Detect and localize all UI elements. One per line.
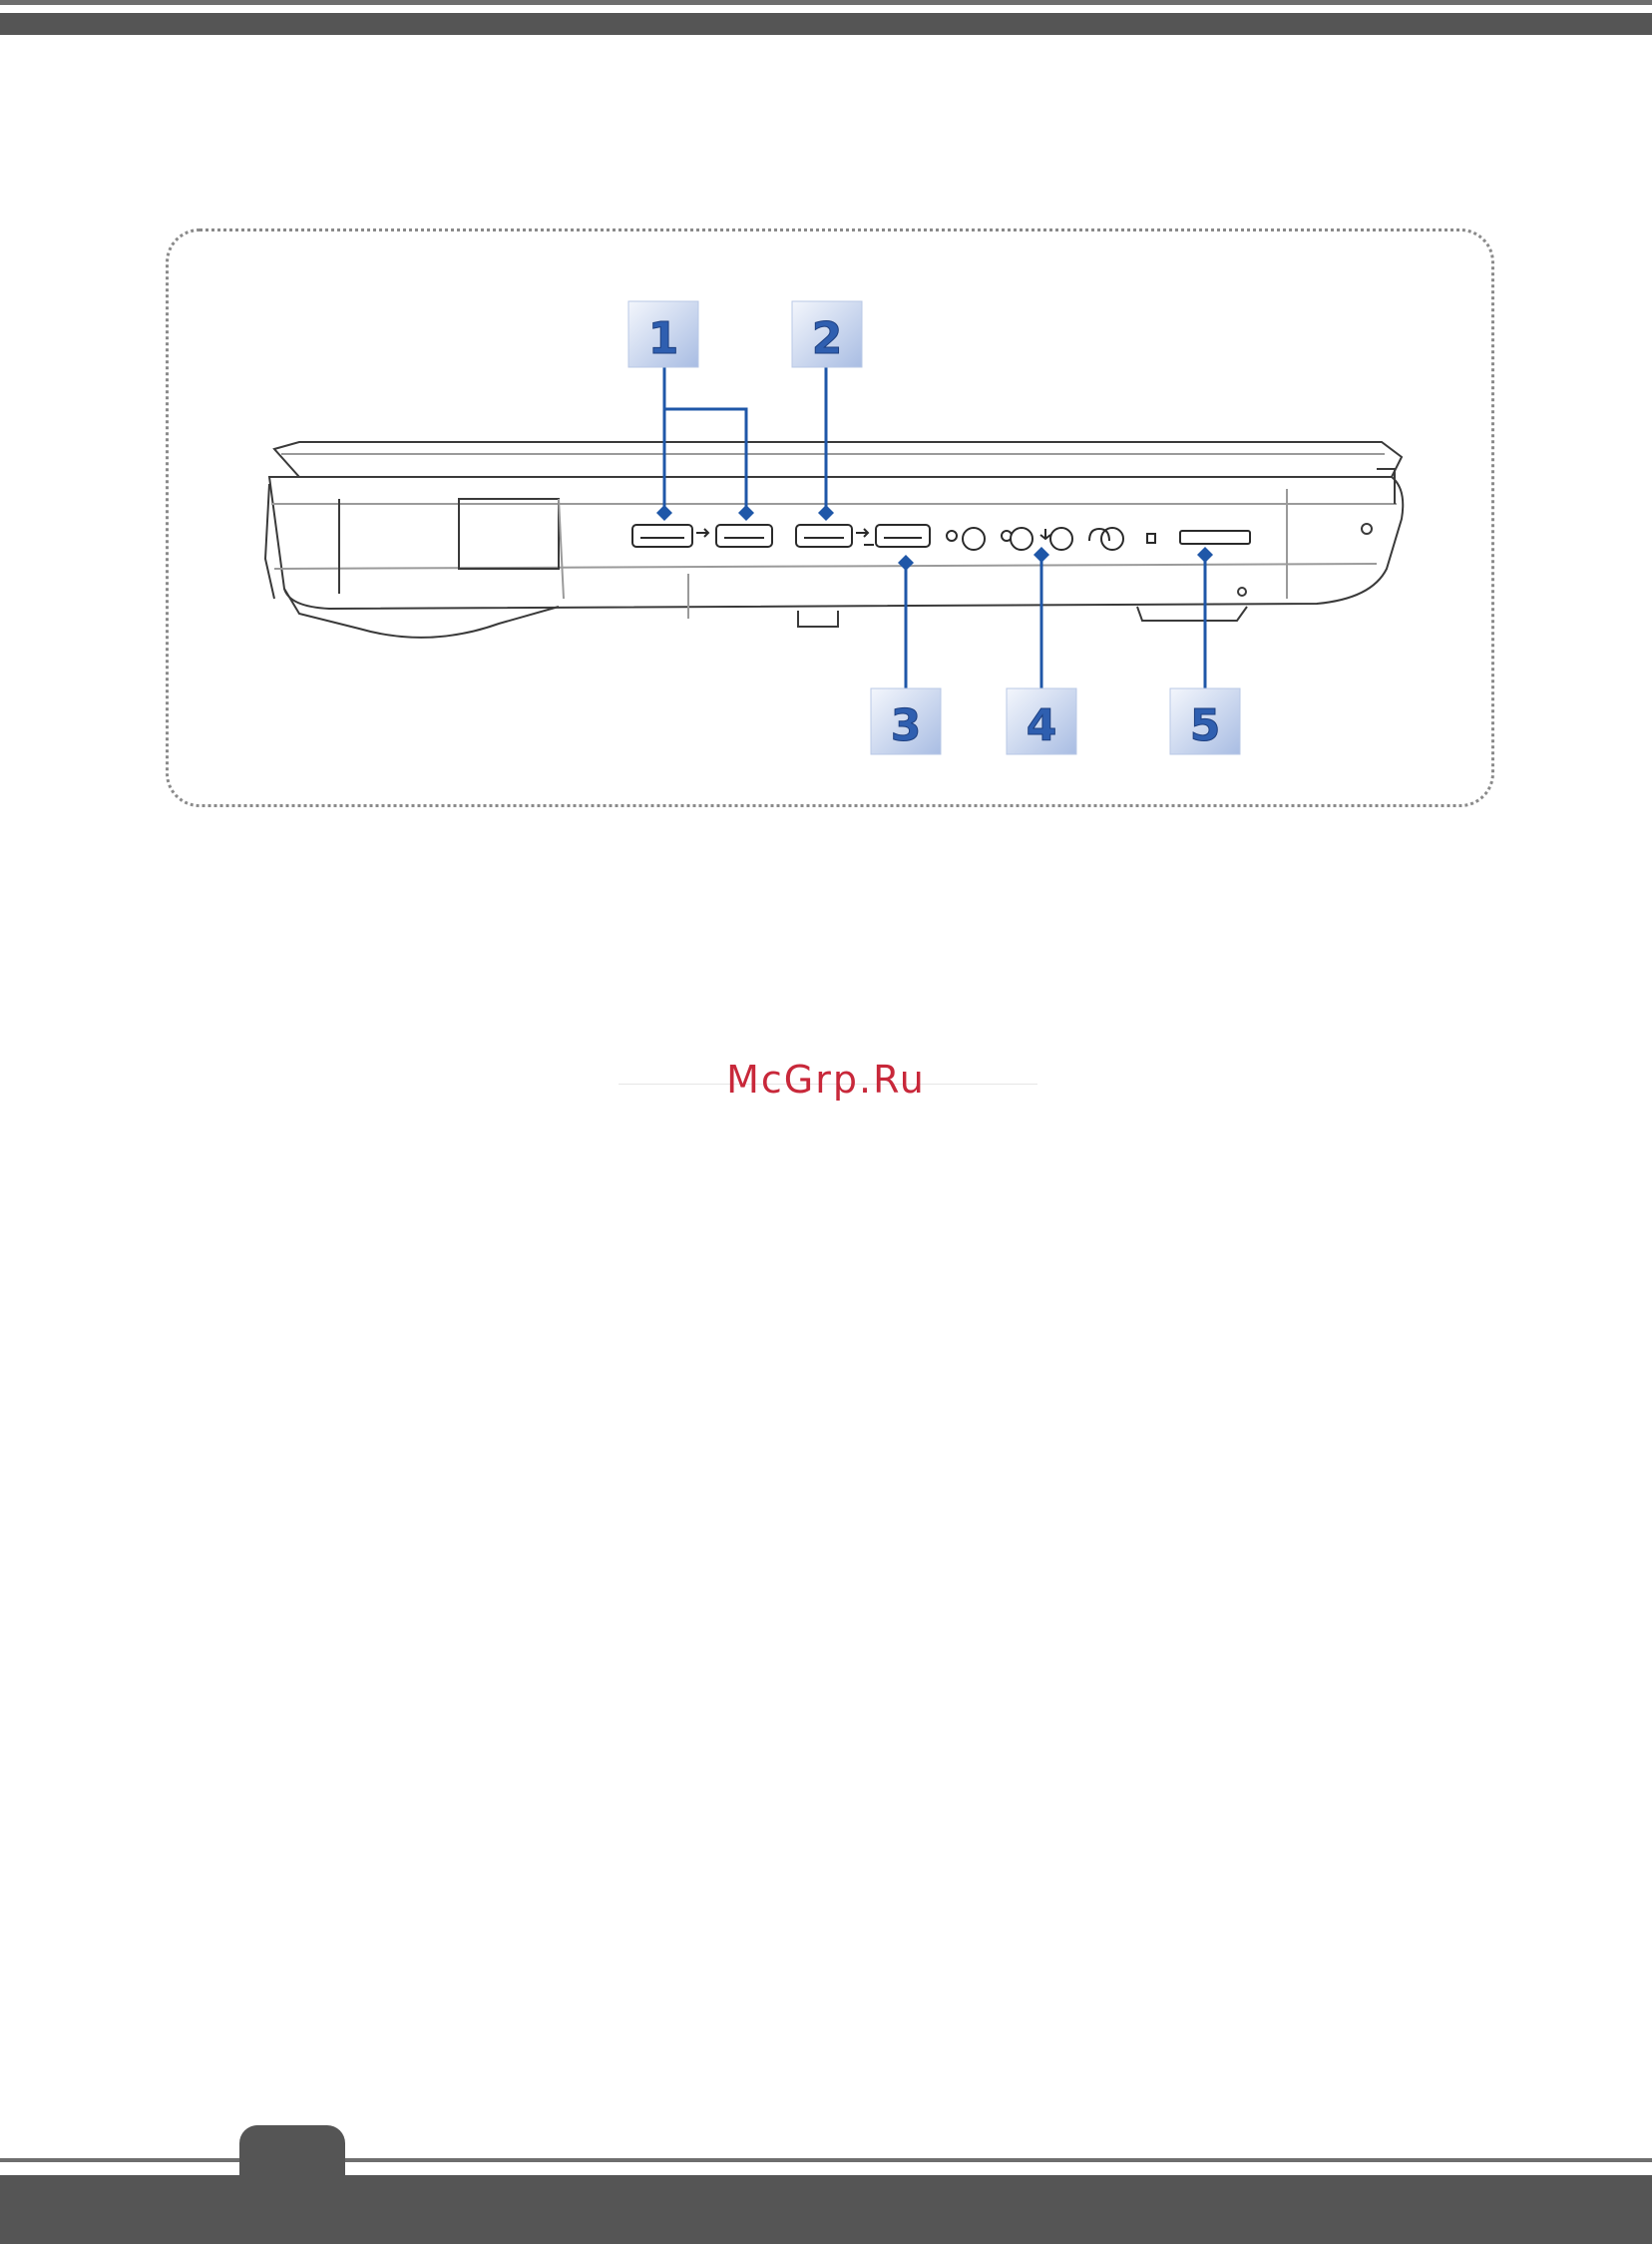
- usb-port-3: [876, 525, 930, 547]
- footer-bar: [0, 2175, 1652, 2244]
- callout-badge-3: [871, 688, 941, 754]
- callout-label-5: 5: [1189, 700, 1221, 751]
- usb-port-2: [796, 525, 852, 547]
- callout-label-1: 1: [647, 313, 679, 364]
- callout-label-4: 4: [1026, 700, 1057, 751]
- callout-badge-4: [1007, 688, 1076, 754]
- usb-port-1b: [716, 525, 772, 547]
- watermark-text: McGrp.Ru: [726, 1058, 926, 1102]
- callout-badge-1: [628, 301, 698, 367]
- callout-label-3: 3: [890, 700, 922, 751]
- callout-badge-2: [792, 301, 862, 367]
- laptop-side-view-figure: [0, 0, 1652, 898]
- usb-port-1a: [632, 525, 692, 547]
- callout-badge-5: [1170, 688, 1240, 754]
- callout-label-2: 2: [811, 313, 843, 364]
